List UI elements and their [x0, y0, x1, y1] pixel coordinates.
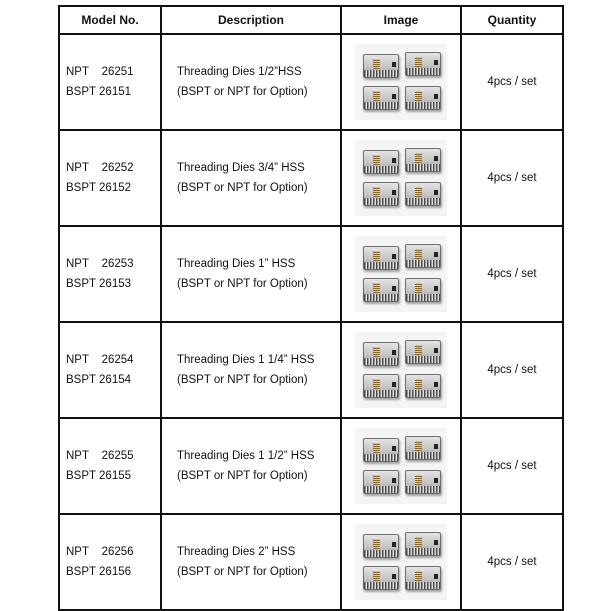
- table-row: [59, 130, 563, 226]
- die-piece: [363, 86, 399, 110]
- die-piece: [363, 182, 399, 206]
- threading-dies-photo: [355, 140, 447, 216]
- model-bspt: BSPT 26153: [66, 278, 132, 290]
- table-row: [59, 418, 563, 514]
- description-text: Threading Dies 1 1/2” HSS: [177, 450, 315, 462]
- die-piece: [405, 182, 441, 206]
- description-option: (BSPT or NPT for Option): [177, 566, 308, 578]
- header-description: Description: [161, 6, 341, 34]
- header-image: Image: [341, 6, 461, 34]
- model-cell: [59, 418, 161, 514]
- description-text: Threading Dies 3/4” HSS: [177, 162, 305, 174]
- description-option: (BSPT or NPT for Option): [177, 86, 308, 98]
- quantity-cell: 4pcs / set: [461, 322, 563, 418]
- threading-dies-photo: [355, 236, 447, 312]
- model-npt: NPT 26252: [66, 162, 134, 174]
- die-piece: [363, 342, 399, 366]
- die-piece: [363, 150, 399, 174]
- threading-dies-table: [58, 5, 564, 611]
- die-piece: [363, 470, 399, 494]
- model-bspt: BSPT 26156: [66, 566, 132, 578]
- die-piece: [363, 438, 399, 462]
- description-option: (BSPT or NPT for Option): [177, 470, 308, 482]
- model-bspt: BSPT 26155: [66, 470, 132, 482]
- die-piece: [363, 54, 399, 78]
- description-cell: [161, 514, 341, 610]
- die-piece: [405, 278, 441, 302]
- die-piece: [405, 436, 441, 460]
- die-piece: [405, 86, 441, 110]
- description-text: Threading Dies 1/2”HSS: [177, 66, 302, 78]
- quantity-cell: 4pcs / set: [461, 226, 563, 322]
- image-cell: [341, 34, 461, 130]
- model-npt: NPT 26254: [66, 354, 134, 366]
- die-piece: [405, 532, 441, 556]
- description-text: Threading Dies 1” HSS: [177, 258, 296, 270]
- description-cell: [161, 418, 341, 514]
- die-piece: [405, 52, 441, 76]
- model-bspt: BSPT 26154: [66, 374, 132, 386]
- description-option: (BSPT or NPT for Option): [177, 278, 308, 290]
- model-cell: [59, 322, 161, 418]
- quantity-cell: 4pcs / set: [461, 514, 563, 610]
- model-npt: NPT 26253: [66, 258, 134, 270]
- model-npt: NPT 26255: [66, 450, 134, 462]
- model-cell: [59, 514, 161, 610]
- die-piece: [405, 566, 441, 590]
- model-npt: NPT 26251: [66, 66, 134, 78]
- table-row: [59, 322, 563, 418]
- header-quantity: Quantity: [461, 6, 563, 34]
- die-piece: [363, 566, 399, 590]
- description-cell: [161, 226, 341, 322]
- threading-dies-photo: [355, 44, 447, 120]
- die-piece: [363, 534, 399, 558]
- die-piece: [363, 246, 399, 270]
- die-piece: [405, 470, 441, 494]
- description-option: (BSPT or NPT for Option): [177, 374, 308, 386]
- description-text: Threading Dies 1 1/4” HSS: [177, 354, 315, 366]
- quantity-cell: 4pcs / set: [461, 130, 563, 226]
- die-piece: [363, 374, 399, 398]
- table-row: [59, 34, 563, 130]
- description-cell: [161, 34, 341, 130]
- die-piece: [405, 148, 441, 172]
- die-piece: [363, 278, 399, 302]
- image-cell: [341, 418, 461, 514]
- image-cell: [341, 322, 461, 418]
- model-cell: [59, 226, 161, 322]
- description-cell: [161, 130, 341, 226]
- quantity-cell: 4pcs / set: [461, 34, 563, 130]
- table-row: [59, 514, 563, 610]
- description-text: Threading Dies 2” HSS: [177, 546, 296, 558]
- die-piece: [405, 244, 441, 268]
- model-cell: [59, 34, 161, 130]
- threading-dies-photo: [355, 428, 447, 504]
- die-piece: [405, 374, 441, 398]
- die-piece: [405, 340, 441, 364]
- table-row: [59, 226, 563, 322]
- product-spec-sheet: [58, 5, 562, 595]
- image-cell: [341, 226, 461, 322]
- model-cell: [59, 130, 161, 226]
- model-bspt: BSPT 26152: [66, 182, 132, 194]
- model-npt: NPT 26256: [66, 546, 134, 558]
- image-cell: [341, 130, 461, 226]
- header-model-no: Model No.: [59, 6, 161, 34]
- threading-dies-photo: [355, 332, 447, 408]
- image-cell: [341, 514, 461, 610]
- description-option: (BSPT or NPT for Option): [177, 182, 308, 194]
- model-bspt: BSPT 26151: [66, 86, 132, 98]
- description-cell: [161, 322, 341, 418]
- quantity-cell: 4pcs / set: [461, 418, 563, 514]
- threading-dies-photo: [355, 524, 447, 600]
- header-row: [59, 6, 563, 34]
